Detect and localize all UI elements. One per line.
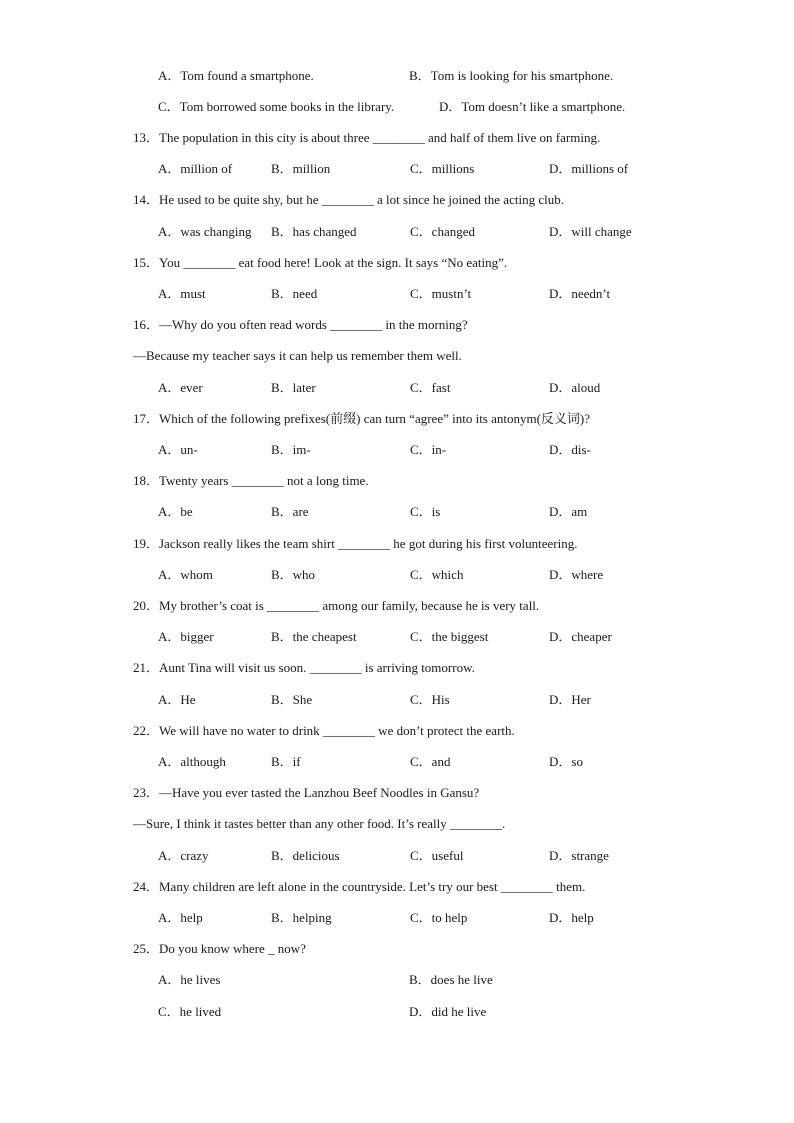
question-17: 17．Which of the following prefixes(前缀) can turn “agree” into its antonym(反义词)? — [133, 411, 591, 426]
option-a: A．whom — [158, 567, 213, 582]
option-d: D．cheaper — [549, 629, 612, 644]
question-23: 23．—Have you ever tasted the Lanzhou Beef Noodles in Gansu? — [133, 785, 480, 800]
option-c: C．is — [410, 504, 441, 519]
option-a: A．although — [158, 754, 226, 769]
question-13: 13．The population in this city is about three ________ and half of them live on farming. — [133, 130, 601, 145]
question-22: 22．We will have no water to drink ________ we don’t protect the earth. — [133, 723, 515, 738]
option-b: B．Tom is looking for his smartphone. — [409, 68, 614, 83]
option-c: C．mustn’t — [410, 286, 472, 301]
option-a: A．He — [158, 692, 196, 707]
option-b: B．does he live — [409, 972, 493, 987]
question-16-reply: —Because my teacher says it can help us remember them well. — [133, 348, 462, 363]
option-d: D．Tom doesn’t like a smartphone. — [439, 99, 626, 114]
option-b: B．later — [271, 380, 316, 395]
option-c: C．which — [410, 567, 464, 582]
option-a: A．help — [158, 910, 203, 925]
option-c: C．useful — [410, 848, 464, 863]
option-d: D．help — [549, 910, 594, 925]
option-a: A．million of — [158, 161, 233, 176]
option-c: C．millions — [410, 161, 475, 176]
question-18: 18．Twenty years ________ not a long time. — [133, 473, 369, 488]
option-d: D．am — [549, 504, 588, 519]
option-b: B．She — [271, 692, 313, 707]
option-a: A．Tom found a smartphone. — [158, 68, 314, 83]
option-b: B．im- — [271, 442, 311, 457]
option-d: D．will change — [549, 224, 632, 239]
option-c: C．and — [410, 754, 451, 769]
option-a: A．ever — [158, 380, 203, 395]
question-24: 24．Many children are left alone in the countryside. Let’s try our best ________ them. — [133, 879, 586, 894]
option-b: B．delicious — [271, 848, 340, 863]
option-b: B．if — [271, 754, 301, 769]
option-c: C．changed — [410, 224, 475, 239]
option-a: A．he lives — [158, 972, 221, 987]
option-a: A．was changing — [158, 224, 252, 239]
option-b: B．who — [271, 567, 316, 582]
option-b: B．need — [271, 286, 318, 301]
option-d: D．did he live — [409, 1004, 487, 1019]
option-c: C．Tom borrowed some books in the library. — [158, 99, 395, 114]
question-15: 15．You ________ eat food here! Look at the sign. It says “No eating”. — [133, 255, 508, 270]
question-25: 25．Do you know where _ now? — [133, 941, 306, 956]
question-20: 20．My brother’s coat is ________ among our family, because he is very tall. — [133, 598, 540, 613]
option-a: A．must — [158, 286, 206, 301]
option-c: C．His — [410, 692, 450, 707]
question-21: 21．Aunt Tina will visit us soon. ________ is arriving tomorrow. — [133, 660, 475, 675]
option-a: A．be — [158, 504, 193, 519]
option-c: C．fast — [410, 380, 451, 395]
option-a: A．un- — [158, 442, 198, 457]
question-23-reply: —Sure, I think it tastes better than any other food. It’s really ________. — [133, 816, 506, 831]
option-d: D．millions of — [549, 161, 629, 176]
question-16: 16．—Why do you often read words ________ in the morning? — [133, 317, 468, 332]
option-d: D．aloud — [549, 380, 601, 395]
option-b: B．helping — [271, 910, 332, 925]
option-b: B．are — [271, 504, 309, 519]
option-d: D．where — [549, 567, 604, 582]
option-b: B．the cheapest — [271, 629, 357, 644]
option-c: C．he lived — [158, 1004, 222, 1019]
option-d: D．strange — [549, 848, 609, 863]
question-14: 14．He used to be quite shy, but he ________ a lot since he joined the acting club. — [133, 192, 564, 207]
option-d: D．so — [549, 754, 583, 769]
option-d: D．needn’t — [549, 286, 611, 301]
option-d: D．dis- — [549, 442, 591, 457]
option-c: C．in- — [410, 442, 447, 457]
option-b: B．million — [271, 161, 331, 176]
option-a: A．bigger — [158, 629, 214, 644]
option-c: C．the biggest — [410, 629, 489, 644]
option-c: C．to help — [410, 910, 468, 925]
option-a: A．crazy — [158, 848, 209, 863]
option-b: B．has changed — [271, 224, 357, 239]
question-19: 19．Jackson really likes the team shirt ________ he got during his first volunteering. — [133, 536, 578, 551]
option-d: D．Her — [549, 692, 591, 707]
